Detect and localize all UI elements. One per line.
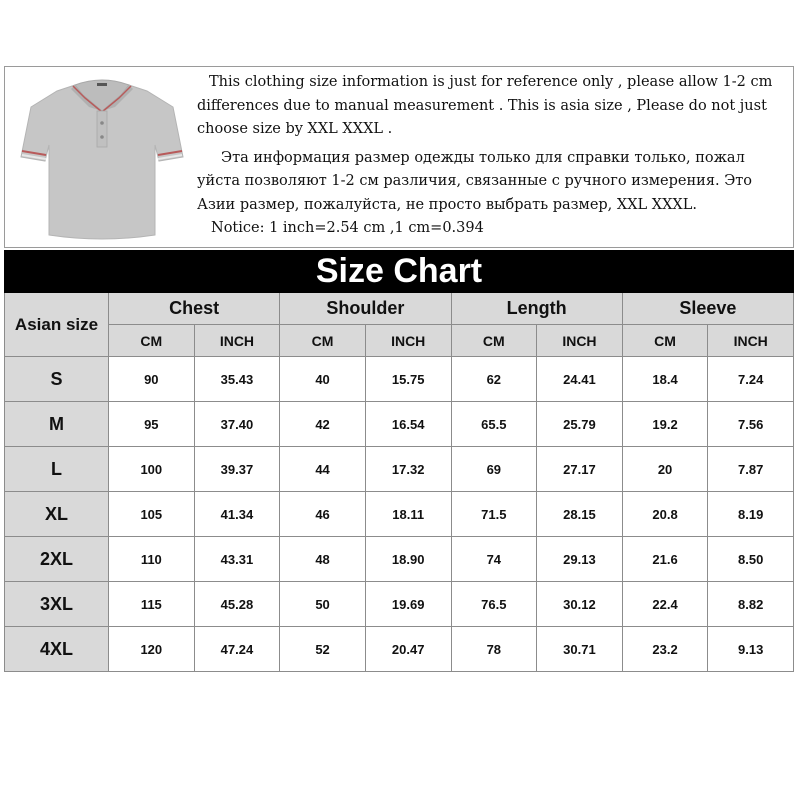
measurement-cell: 42 bbox=[280, 402, 366, 447]
english-note: This clothing size information is just for reference only , please allow 1-2 cm differences due to manual measurement . This is asia size , Please do not just choose size by XXL XXXL . bbox=[197, 74, 773, 137]
measurement-cell: 37.40 bbox=[194, 402, 280, 447]
measurement-cell: 115 bbox=[109, 582, 195, 627]
measurement-cell: 120 bbox=[109, 627, 195, 672]
measurement-cell: 43.31 bbox=[194, 537, 280, 582]
size-label: L bbox=[5, 447, 109, 492]
measurement-cell: 24.41 bbox=[537, 357, 623, 402]
measurement-cell: 18.90 bbox=[365, 537, 451, 582]
measurement-cell: 52 bbox=[280, 627, 366, 672]
measurement-cell: 78 bbox=[451, 627, 537, 672]
measurement-cell: 20.8 bbox=[622, 492, 708, 537]
measurement-cell: 47.24 bbox=[194, 627, 280, 672]
measurement-cell: 29.13 bbox=[537, 537, 623, 582]
size-label: S bbox=[5, 357, 109, 402]
measurement-cell: 28.15 bbox=[537, 492, 623, 537]
table-row bbox=[5, 582, 794, 627]
measurement-cell: 110 bbox=[109, 537, 195, 582]
table-row bbox=[5, 447, 794, 492]
measurement-cell: 22.4 bbox=[622, 582, 708, 627]
unit-header-cm: CM bbox=[109, 325, 195, 357]
measurement-cell: 90 bbox=[109, 357, 195, 402]
measurement-cell: 65.5 bbox=[451, 402, 537, 447]
measurement-cell: 7.24 bbox=[708, 357, 794, 402]
shoulder-header: Shoulder bbox=[280, 293, 451, 325]
measurement-cell: 25.79 bbox=[537, 402, 623, 447]
unit-header-inch: INCH bbox=[537, 325, 623, 357]
measurement-cell: 20.47 bbox=[365, 627, 451, 672]
measurement-cell: 19.2 bbox=[622, 402, 708, 447]
size-label: 4XL bbox=[5, 627, 109, 672]
measurement-cell: 9.13 bbox=[708, 627, 794, 672]
measurement-cell: 41.34 bbox=[194, 492, 280, 537]
measurement-cell: 17.32 bbox=[365, 447, 451, 492]
russian-note: Эта информация размер одежды только для справки только, пожал уйста позволяют 1-2 см различия, связанные с ручного измерения. Это Азии размер, пожалуйста, не просто выбрать размер, XXL XXXL. bbox=[197, 149, 753, 213]
measurement-cell: 62 bbox=[451, 357, 537, 402]
size-label: M bbox=[5, 402, 109, 447]
table-row bbox=[5, 492, 794, 537]
measurement-cell: 7.56 bbox=[708, 402, 794, 447]
measurement-cell: 50 bbox=[280, 582, 366, 627]
unit-header-inch: INCH bbox=[194, 325, 280, 357]
measurement-cell: 45.28 bbox=[194, 582, 280, 627]
sleeve-header: Sleeve bbox=[622, 293, 793, 325]
size-label: XL bbox=[5, 492, 109, 537]
measurement-cell: 19.69 bbox=[365, 582, 451, 627]
measurement-cell: 100 bbox=[109, 447, 195, 492]
chest-header: Chest bbox=[109, 293, 280, 325]
measurement-cell: 23.2 bbox=[622, 627, 708, 672]
measurement-cell: 18.11 bbox=[365, 492, 451, 537]
chart-title: Size Chart bbox=[5, 251, 794, 293]
measurement-cell: 30.71 bbox=[537, 627, 623, 672]
measurement-cell: 40 bbox=[280, 357, 366, 402]
asian-size-header: Asian size bbox=[5, 293, 109, 357]
size-rows bbox=[5, 357, 794, 672]
unit-header-inch: INCH bbox=[365, 325, 451, 357]
measurement-cell: 105 bbox=[109, 492, 195, 537]
table-row bbox=[5, 402, 794, 447]
measurement-cell: 27.17 bbox=[537, 447, 623, 492]
size-chart-table bbox=[4, 250, 794, 672]
measurement-cell: 8.19 bbox=[708, 492, 794, 537]
table-row bbox=[5, 537, 794, 582]
measurement-cell: 21.6 bbox=[622, 537, 708, 582]
measurement-cell: 8.82 bbox=[708, 582, 794, 627]
measurement-cell: 39.37 bbox=[194, 447, 280, 492]
measurement-cell: 95 bbox=[109, 402, 195, 447]
polo-shirt-image bbox=[17, 71, 187, 245]
measurement-cell: 8.50 bbox=[708, 537, 794, 582]
size-label: 2XL bbox=[5, 537, 109, 582]
measurement-cell: 15.75 bbox=[365, 357, 451, 402]
size-info-box bbox=[4, 66, 794, 248]
measurement-cell: 30.12 bbox=[537, 582, 623, 627]
measurement-cell: 71.5 bbox=[451, 492, 537, 537]
conversion-notice: Notice: 1 inch=2.54 cm ,1 cm=0.394 bbox=[211, 220, 484, 236]
table-row bbox=[5, 627, 794, 672]
length-header: Length bbox=[451, 293, 622, 325]
size-label: 3XL bbox=[5, 582, 109, 627]
unit-header-cm: CM bbox=[280, 325, 366, 357]
unit-header-inch: INCH bbox=[708, 325, 794, 357]
measurement-cell: 20 bbox=[622, 447, 708, 492]
measurement-cell: 16.54 bbox=[365, 402, 451, 447]
measurement-cell: 48 bbox=[280, 537, 366, 582]
measurement-cell: 46 bbox=[280, 492, 366, 537]
measurement-cell: 35.43 bbox=[194, 357, 280, 402]
measurement-cell: 7.87 bbox=[708, 447, 794, 492]
measurement-cell: 69 bbox=[451, 447, 537, 492]
unit-header-cm: CM bbox=[451, 325, 537, 357]
measurement-cell: 18.4 bbox=[622, 357, 708, 402]
measurement-cell: 74 bbox=[451, 537, 537, 582]
unit-header-cm: CM bbox=[622, 325, 708, 357]
size-notes bbox=[197, 71, 789, 241]
measurement-cell: 76.5 bbox=[451, 582, 537, 627]
table-row bbox=[5, 357, 794, 402]
measurement-cell: 44 bbox=[280, 447, 366, 492]
